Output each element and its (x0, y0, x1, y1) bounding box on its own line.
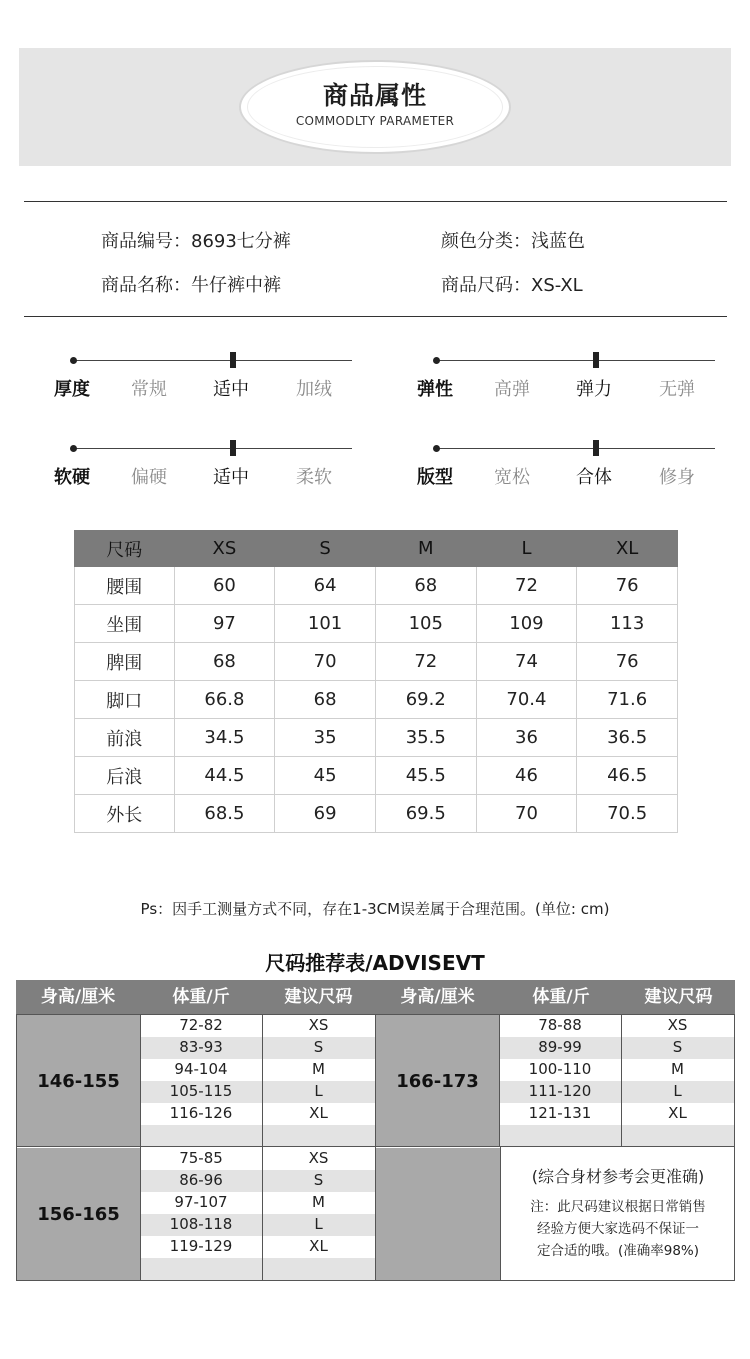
measurement-note: Ps：因手工测量方式不同，存在1-3CM误差属于合理范围。(单位: cm) (140, 900, 610, 918)
height-range: 166-173 (376, 1015, 499, 1147)
measure-value: 68 (174, 643, 275, 681)
measure-value: 64 (275, 567, 376, 605)
attribute-option: 常规 (131, 379, 167, 400)
measure-value: 46 (476, 757, 577, 795)
slider-start-dot (433, 357, 440, 364)
size-table-row (75, 719, 678, 757)
attribute-name: 厚度 (54, 379, 90, 400)
weight-range: 111-120 (528, 1082, 592, 1100)
advise-title: 尺码推荐表/ADVISEVT (265, 951, 485, 975)
measure-value: 76 (577, 643, 678, 681)
advise-note (508, 1196, 728, 1262)
column-divider (140, 1014, 141, 1147)
height-range: 146-155 (17, 1015, 140, 1147)
column-divider (262, 1014, 263, 1147)
attribute-name: 弹性 (417, 379, 453, 400)
info-color-value: 浅蓝色 (531, 231, 585, 252)
measure-value: 34.5 (174, 719, 275, 757)
size-table-row (75, 643, 678, 681)
weight-range: 78-88 (538, 1016, 582, 1034)
size-table (74, 530, 678, 833)
size-table-row (75, 795, 678, 833)
row-stripe (140, 1125, 375, 1147)
info-size-label: 商品尺码： (441, 275, 531, 296)
attribute-slider (72, 443, 352, 453)
measure-name: 脚口 (75, 681, 175, 719)
info-code-value: 8693七分裤 (191, 231, 291, 252)
weight-range: 89-99 (538, 1038, 582, 1056)
height-range: 156-165 (17, 1148, 140, 1280)
measure-value: 71.6 (577, 681, 678, 719)
suggested-size: M (312, 1060, 325, 1078)
attribute-option: 偏硬 (131, 467, 167, 488)
size-table-header-cell: S (275, 531, 376, 567)
suggested-size: M (671, 1060, 684, 1078)
slider-track (435, 360, 715, 361)
attribute-name: 软硬 (54, 467, 90, 488)
measure-value: 101 (275, 605, 376, 643)
advise-header-cell: 体重/斤 (172, 987, 230, 1007)
measure-value: 60 (174, 567, 275, 605)
advise-note-line: 经验方便大家选码不保证一 (537, 1221, 699, 1237)
weight-range: 75-85 (179, 1149, 223, 1167)
attribute-option: 合体 (576, 467, 612, 488)
measure-value: 66.8 (174, 681, 275, 719)
measure-value: 109 (476, 605, 577, 643)
size-table-header-cell: XS (174, 531, 275, 567)
measure-value: 74 (476, 643, 577, 681)
measure-value: 69.5 (375, 795, 476, 833)
attribute-option: 适中 (213, 379, 249, 400)
info-color-label: 颜色分类： (441, 231, 531, 252)
info-name-value: 牛仔裤中裤 (191, 275, 281, 296)
empty-height-cell (376, 1148, 500, 1280)
suggested-size: L (314, 1082, 323, 1100)
size-table-header (75, 531, 678, 567)
column-divider (375, 1014, 376, 1281)
info-code-label: 商品编号： (101, 231, 191, 252)
size-table-header-cell: M (375, 531, 476, 567)
measure-value: 69 (275, 795, 376, 833)
measure-value: 45 (275, 757, 376, 795)
measure-value: 46.5 (577, 757, 678, 795)
divider-bottom (24, 316, 727, 317)
measure-value: 70 (275, 643, 376, 681)
slider-start-dot (70, 445, 77, 452)
size-table-header-cell: L (476, 531, 577, 567)
measure-value: 68 (275, 681, 376, 719)
advise-note-title: (综合身材参考会更准确) (531, 1167, 705, 1186)
slider-start-dot (70, 357, 77, 364)
measure-value: 97 (174, 605, 275, 643)
measure-value: 105 (375, 605, 476, 643)
measure-value: 68.5 (174, 795, 275, 833)
size-table-row (75, 681, 678, 719)
measure-value: 36.5 (577, 719, 678, 757)
column-divider (262, 1147, 263, 1280)
page-title: 商品属性 (322, 81, 427, 110)
weight-range: 72-82 (179, 1016, 223, 1034)
slider-track (72, 448, 352, 449)
attribute-option: 柔软 (296, 467, 332, 488)
measure-value: 35 (275, 719, 376, 757)
suggested-size: L (314, 1215, 323, 1233)
measure-value: 72 (375, 643, 476, 681)
measure-value: 70.4 (476, 681, 577, 719)
attribute-option: 宽松 (494, 467, 530, 488)
attribute-slider (435, 355, 715, 365)
slider-marker (230, 440, 236, 456)
attribute-option: 弹力 (576, 379, 612, 400)
slider-start-dot (433, 445, 440, 452)
measure-name: 后浪 (75, 757, 175, 795)
measure-name: 脾围 (75, 643, 175, 681)
suggested-size: XL (668, 1104, 687, 1122)
weight-range: 83-93 (179, 1038, 223, 1056)
measure-value: 76 (577, 567, 678, 605)
weight-range: 86-96 (179, 1171, 223, 1189)
column-divider (499, 1014, 500, 1147)
measure-name: 前浪 (75, 719, 175, 757)
attribute-option: 适中 (213, 467, 249, 488)
row-divider (16, 1146, 735, 1147)
suggested-size: XL (309, 1237, 328, 1255)
attribute-slider (435, 443, 715, 453)
advise-header-cell: 体重/斤 (532, 987, 590, 1007)
weight-range: 105-115 (169, 1082, 233, 1100)
attribute-option: 高弹 (494, 379, 530, 400)
weight-range: 116-126 (169, 1104, 233, 1122)
measure-value: 69.2 (375, 681, 476, 719)
advise-header-cell: 建议尺码 (644, 987, 713, 1007)
weight-range: 94-104 (174, 1060, 228, 1078)
weight-range: 108-118 (169, 1215, 233, 1233)
slider-track (435, 448, 715, 449)
advise-header-cell: 身高/厘米 (40, 987, 116, 1007)
info-size-value: XS-XL (531, 275, 583, 296)
suggested-size: XS (667, 1016, 688, 1034)
size-table-row (75, 605, 678, 643)
size-table-header-cell: XL (577, 531, 678, 567)
column-divider (140, 1147, 141, 1280)
measure-name: 外长 (75, 795, 175, 833)
measure-value: 35.5 (375, 719, 476, 757)
size-table-header-cell: 尺码 (75, 531, 175, 567)
info-name-label: 商品名称： (101, 275, 191, 296)
weight-range: 121-131 (528, 1104, 592, 1122)
advise-header-cell: 身高/厘米 (400, 987, 475, 1007)
column-divider (621, 1014, 622, 1147)
weight-range: 100-110 (528, 1060, 592, 1078)
row-stripe (499, 1125, 734, 1147)
measure-value: 70 (476, 795, 577, 833)
attribute-option: 无弹 (659, 379, 695, 400)
advise-header-cell: 建议尺码 (284, 987, 353, 1007)
column-divider (500, 1147, 501, 1280)
attribute-slider (72, 355, 352, 365)
measure-value: 72 (476, 567, 577, 605)
attribute-option: 加绒 (296, 379, 332, 400)
measure-name: 坐围 (75, 605, 175, 643)
measure-value: 70.5 (577, 795, 678, 833)
measure-value: 113 (577, 605, 678, 643)
measure-value: 44.5 (174, 757, 275, 795)
suggested-size: L (673, 1082, 682, 1100)
slider-marker (593, 352, 599, 368)
info-size (441, 271, 583, 297)
info-name (101, 271, 281, 297)
divider-top (24, 201, 727, 202)
row-stripe (140, 1258, 375, 1280)
attribute-name: 版型 (417, 467, 453, 488)
suggested-size: S (313, 1171, 324, 1189)
suggested-size: M (312, 1193, 325, 1211)
measure-name: 腰围 (75, 567, 175, 605)
advise-note-line: 注：此尺码建议根据日常销售 (530, 1199, 706, 1215)
info-code (101, 227, 291, 253)
weight-range: 97-107 (174, 1193, 228, 1211)
weight-range: 119-129 (169, 1237, 233, 1255)
advise-note-line: 定合适的哦。(准确率98%) (536, 1243, 700, 1259)
suggested-size: XS (308, 1016, 329, 1034)
slider-marker (230, 352, 236, 368)
measure-value: 68 (375, 567, 476, 605)
suggested-size: S (313, 1038, 324, 1056)
suggested-size: XL (309, 1104, 328, 1122)
measure-value: 45.5 (375, 757, 476, 795)
size-table-row (75, 757, 678, 795)
suggested-size: XS (308, 1149, 329, 1167)
attribute-option: 修身 (659, 467, 695, 488)
suggested-size: S (672, 1038, 683, 1056)
size-table-row (75, 567, 678, 605)
info-color (441, 227, 585, 253)
slider-marker (593, 440, 599, 456)
slider-track (72, 360, 352, 361)
page-subtitle: COMMODLTY PARAMETER (295, 114, 455, 128)
measure-value: 36 (476, 719, 577, 757)
